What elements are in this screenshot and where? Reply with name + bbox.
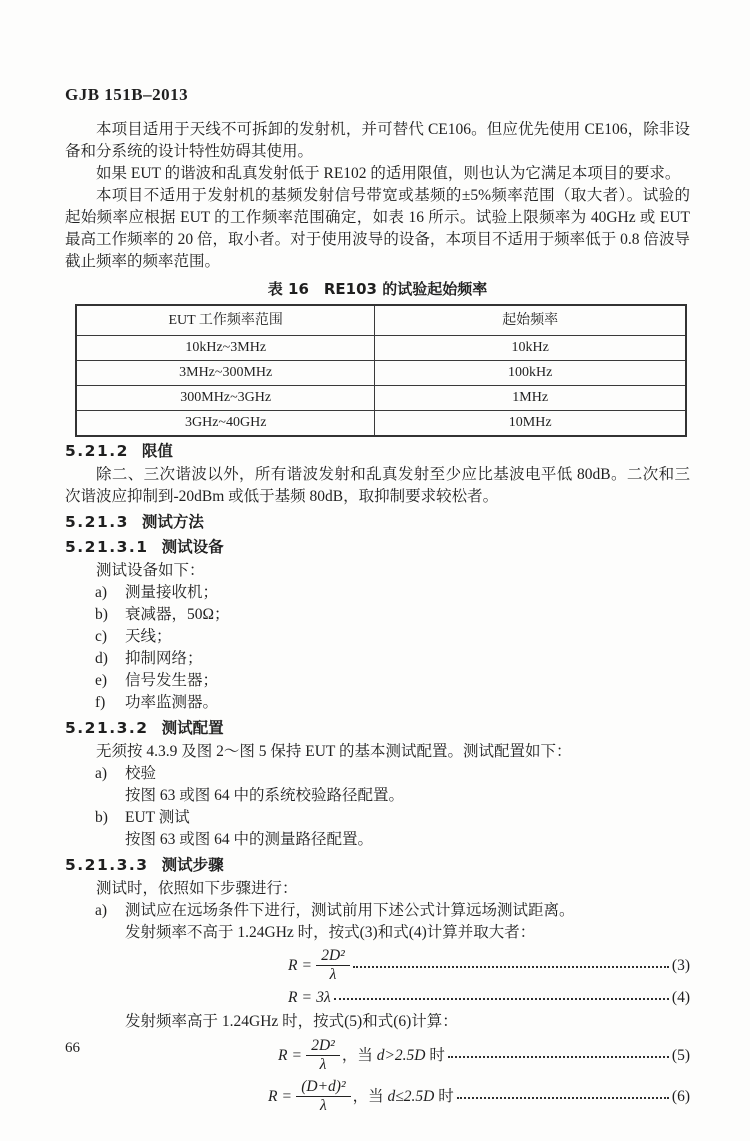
section-heading-limits: [65, 440, 690, 462]
list-item-letter: d): [95, 650, 108, 667]
list-item-text: 天线；: [125, 628, 172, 645]
equals-sign: =: [302, 989, 312, 1006]
table16-cell: 3MHz~300MHz: [76, 361, 375, 386]
formula-5: [278, 1037, 690, 1074]
fraction: [316, 947, 350, 984]
list-item-text: 衰减器，50Ω；: [125, 606, 230, 623]
list-item-letter: e): [95, 672, 108, 689]
list-item-text: 测试应在远场条件下进行，测试前用下述公式计算远场测试距离。: [125, 902, 575, 919]
list-item: [95, 648, 690, 670]
config-sub-a: 按图 63 或图 64 中的系统校验路径配置。: [125, 787, 405, 804]
condition-expression: d≤2.5D: [387, 1087, 435, 1105]
fraction-numerator: 2D²: [316, 947, 350, 966]
section-number: 5.21.2: [65, 442, 129, 460]
formula-condition: [353, 1086, 454, 1108]
table-row: [76, 386, 686, 411]
formula-number: (3): [671, 956, 690, 974]
table16-caption: 表 16 RE103 的试验起始频率: [267, 280, 488, 298]
table16-cell: 100kHz: [375, 361, 686, 386]
list-item-letter: b): [95, 809, 108, 826]
condition-pre: ，当: [341, 1046, 377, 1064]
section-title: 限值: [141, 442, 173, 460]
table16: [75, 304, 687, 437]
dot-leader: [353, 966, 669, 968]
fraction-denominator: λ: [319, 1056, 327, 1073]
list-item: [95, 604, 690, 626]
list-item-text: EUT 测试: [125, 809, 190, 826]
formula-3: [288, 947, 690, 984]
list-item-text: 测量接收机；: [125, 584, 219, 601]
section-number: 5.21.3.3: [65, 856, 149, 874]
section-number: 5.21.3: [65, 513, 129, 531]
section-heading-test-method: [65, 511, 690, 533]
formula-variable: R: [278, 1046, 288, 1064]
section-title: 测试方法: [141, 513, 204, 531]
dot-leader: [334, 998, 669, 1000]
table-row: [76, 336, 686, 361]
table-row: [76, 361, 686, 386]
equipment-intro: 测试设备如下：: [96, 562, 205, 579]
fraction: [296, 1078, 350, 1115]
condition-post: 时: [434, 1087, 454, 1105]
table16-cell: 1MHz: [375, 386, 686, 411]
section-heading-test-steps: [65, 854, 690, 876]
section-heading-test-config: [65, 717, 690, 739]
list-item-letter: a): [95, 765, 108, 782]
section-title: 测试步骤: [161, 856, 224, 874]
dot-leader: [457, 1097, 669, 1099]
list-item-text: 信号发生器；: [125, 672, 219, 689]
list-item: [95, 900, 690, 922]
formula-number: (4): [671, 989, 690, 1006]
table16-cell: 10MHz: [375, 411, 686, 437]
list-item: [95, 763, 690, 785]
formula-variable: R: [288, 956, 298, 974]
intro-paragraph-2: 如果 EUT 的谐波和乱真发射低于 RE102 的适用限值，则也认为它满足本项目的要求。: [96, 165, 681, 182]
equals-sign: =: [302, 956, 312, 974]
section-title: 测试设备: [161, 538, 224, 556]
list-item: [95, 692, 690, 714]
list-item-letter: a): [95, 902, 108, 919]
fraction-numerator: (D+d)²: [296, 1078, 350, 1097]
table16-cell: 3GHz~40GHz: [76, 411, 375, 437]
fraction-denominator: λ: [329, 966, 337, 983]
config-sub-b: 按图 63 或图 64 中的测量路径配置。: [125, 831, 374, 848]
fraction-numerator: 2D²: [306, 1037, 340, 1056]
list-item: [95, 670, 690, 692]
formula-4: [288, 987, 690, 1009]
formula-number: (6): [671, 1087, 690, 1105]
steps-intro: 测试时，依照如下步骤进行：: [96, 880, 298, 897]
table16-header-start-freq: 起始频率: [375, 305, 686, 336]
list-item-text: 抑制网络；: [125, 650, 203, 667]
list-item: [95, 626, 690, 648]
condition-post: 时: [425, 1046, 445, 1064]
formula-condition: [342, 1045, 445, 1067]
condition-pre: ，当: [352, 1087, 388, 1105]
table16-cell: 300MHz~3GHz: [76, 386, 375, 411]
intro-paragraph-3: 本项目不适用于发射机的基频发射信号带宽或基频的±5%频率范围（取大者）。试验的起始频率应根据 EUT 的工作频率范围确定，如表 16 所示。试验上限频率为 40GHz 或 EUT 最高工作频率的 20 倍，取小者。对于使用波导的设备，本项目不适用于频率低于 0.8 倍波导截止频率的频率范围。: [65, 187, 690, 270]
fraction-denominator: λ: [320, 1097, 327, 1114]
condition-expression: d>2.5D: [376, 1046, 426, 1064]
formula-variable: R: [268, 1087, 278, 1105]
table16-cell: 10kHz~3MHz: [76, 336, 375, 361]
list-item-text: 校验: [125, 765, 157, 782]
section-number: 5.21.3.1: [65, 538, 149, 556]
list-item: [95, 582, 690, 604]
section-heading-test-equipment: [65, 536, 690, 558]
equals-sign: =: [292, 1046, 302, 1064]
section-number: 5.21.3.2: [65, 719, 149, 737]
table16-header-eut-range: EUT 工作频率范围: [76, 305, 375, 336]
fraction: [306, 1037, 340, 1074]
intro-paragraph-1: 本项目适用于天线不可拆卸的发射机，并可替代 CE106。但应优先使用 CE106，除非设备和分系统的设计特性妨碍其使用。: [65, 121, 690, 160]
limits-body: 除二、三次谐波以外，所有谐波发射和乱真发射至少应比基波电平低 80dB。二次和三次谐波应抑制到-20dBm 或低于基频 80dB，取抑制要求较松者。: [65, 466, 690, 505]
table-row: [76, 411, 686, 437]
steps-condition-high: 发射频率高于 1.24GHz 时，按式(5)和式(6)计算：: [125, 1013, 458, 1030]
list-item: [95, 807, 690, 829]
page-number: 66: [65, 1040, 80, 1056]
formula-number: (5): [671, 1046, 690, 1064]
list-item-text: 功率监测器。: [125, 694, 219, 711]
standard-number-header: GJB 151B–2013: [65, 85, 189, 104]
config-intro: 无须按 4.3.9 及图 2～图 5 保持 EUT 的基本测试配置。测试配置如下：: [96, 743, 572, 760]
formula-expression: 3λ: [316, 989, 331, 1006]
table16-cell: 10kHz: [375, 336, 686, 361]
list-item-letter: a): [95, 584, 108, 601]
equals-sign: =: [282, 1087, 292, 1105]
list-item-letter: c): [95, 628, 108, 645]
section-title: 测试配置: [161, 719, 224, 737]
list-item-letter: b): [95, 606, 108, 623]
table16-header-row: [76, 305, 686, 336]
formula-6: [268, 1078, 690, 1115]
steps-condition-low: 发射频率不高于 1.24GHz 时，按式(3)和式(4)计算并取大者：: [125, 924, 536, 941]
list-item-letter: f): [95, 694, 106, 711]
dot-leader: [448, 1056, 669, 1058]
formula-variable: R: [288, 989, 298, 1006]
